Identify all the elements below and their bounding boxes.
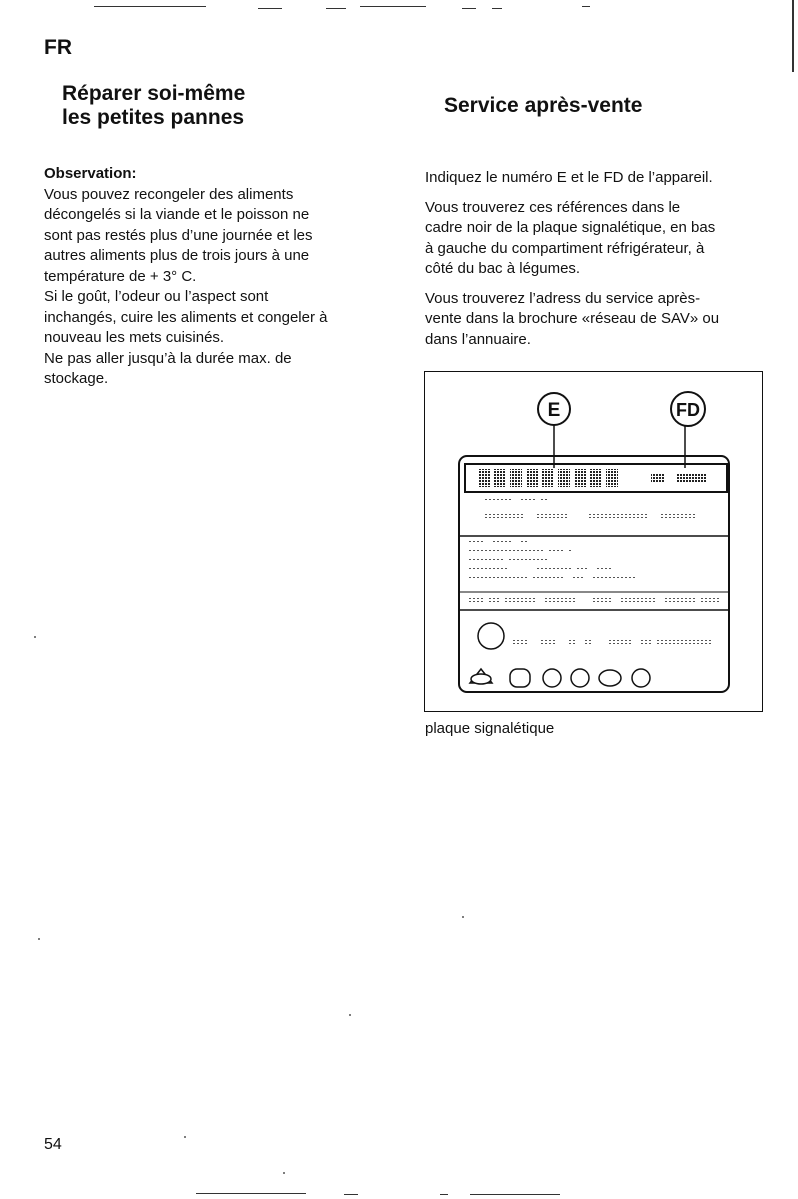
scan-line [470,1194,560,1195]
service-paragraph-3 [425,289,770,351]
scan-line [792,0,794,72]
scan-line [196,1193,306,1194]
scan-line [492,8,502,9]
figure-caption: plaque signalétique [425,720,555,737]
plate-spec-rows [469,598,719,602]
language-label: FR [44,36,72,59]
plate-bottom-text [513,638,711,645]
paragraph-line: Vous trouverez ces références dans le [425,198,681,216]
observation-line: autres aliments plus de trois jours à une [44,247,310,264]
observation-line: température de + 3° C. [44,267,197,285]
plate-symbol-circle [478,623,504,649]
scan-line [326,8,346,9]
observation-line: stockage. [44,370,109,387]
left-heading [62,82,245,130]
scan-line [344,1194,358,1195]
observation-line: Ne pas aller jusqu’à la durée max. de [44,349,292,367]
rating-plate-illustration [425,372,761,710]
paragraph-line: côté du bac à légumes. [425,260,581,277]
e-label: E [547,400,561,421]
paragraph-line: Vous trouverez l’adress du service après- [425,289,701,307]
scan-line [582,6,590,7]
service-paragraph-1 [425,168,770,189]
plate-spec-rows [469,540,637,580]
observation-line: décongelés si la viande et le poisson ne [44,206,310,223]
scan-speck [283,1172,285,1174]
observation-line: nouveau les mets cuisinés. [44,329,225,346]
scan-speck [38,938,40,940]
left-column [44,164,394,390]
scan-line [360,6,426,7]
fd-number-digits [651,474,706,483]
right-column [425,168,770,359]
observation-label: Observation: [44,165,137,182]
paragraph-line: à gauche du compartiment réfrigérateur, à [425,239,705,257]
paragraph-line: cadre noir de la plaque signalétique, en bas [425,219,716,236]
plate-text-rows [485,497,695,520]
scan-line [258,8,282,9]
certification-symbols [470,669,650,687]
scan-speck [34,636,36,638]
paragraph-line: Indiquez le numéro E et le FD de l’appareil. [425,169,713,186]
fd-label: FD [676,400,700,420]
observation-line: Si le goût, l’odeur ou l’aspect sont [44,288,269,305]
scan-line [440,1194,448,1195]
observation-line: inchangés, cuire les aliments et congeler à [44,308,328,326]
left-heading-line-1: Réparer soi-même [62,82,246,105]
page-number: 54 [44,1136,62,1153]
scan-speck [462,916,464,918]
paragraph-line: vente dans la brochure «réseau de SAV» ou [425,310,720,327]
service-paragraph-2 [425,198,770,280]
observation-line: Vous pouvez recongeler des aliments [44,185,294,203]
scan-speck [184,1136,186,1138]
paragraph-line: dans l’annuaire. [425,330,531,348]
scan-line [462,8,476,9]
scan-speck [349,1014,351,1016]
observation-line: sont pas restés plus d’une journée et les [44,226,313,244]
e-number-digits [478,469,618,487]
right-heading: Service après-vente [444,94,643,117]
rating-plate-figure [424,371,763,712]
scan-line [94,6,206,7]
left-heading-line-2: les petites pannes [62,106,245,129]
